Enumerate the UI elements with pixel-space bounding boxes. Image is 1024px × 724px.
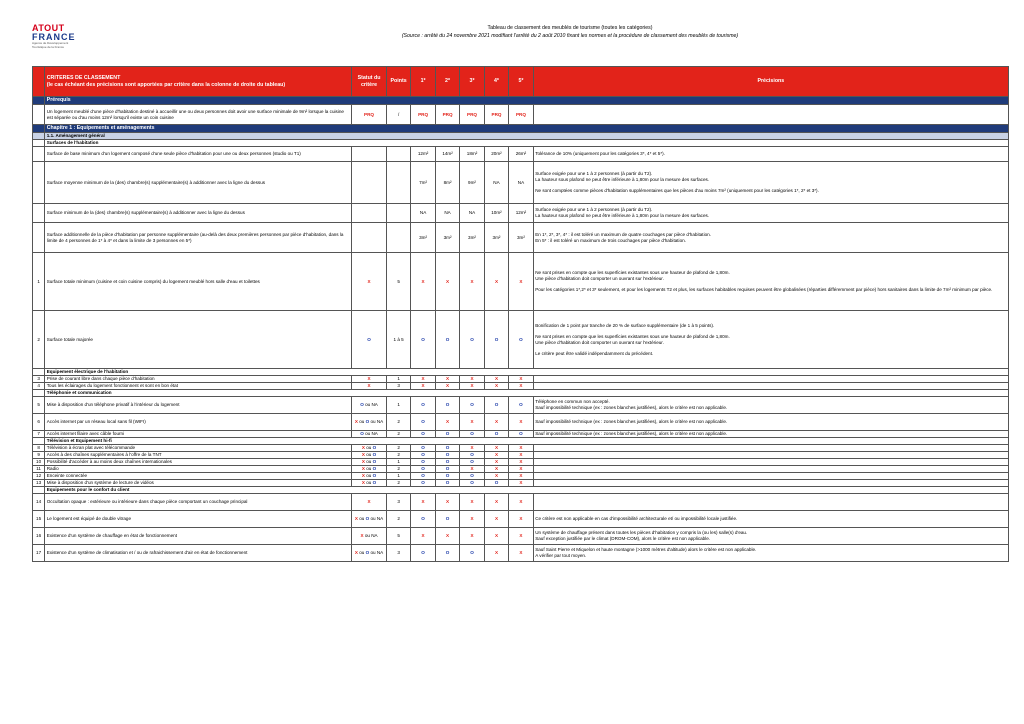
star-2-value: O <box>435 545 459 562</box>
criterion-status: O ou NA <box>352 397 387 414</box>
subsection-title: Téléphonie et communication <box>45 390 1009 397</box>
criterion-text: Tous les éclairages du logement fonctionnent et sont en bon état <box>45 383 352 390</box>
star-1-value: 3m² <box>411 223 435 253</box>
star-3-value: O <box>460 452 484 459</box>
criterion-points: 2 <box>386 511 410 528</box>
star-1-value: O <box>411 511 435 528</box>
criterion-precisions: Surface exigée pour une 1 à 2 personnes (à partir du T2). La hauteur sous plafond ne peut être inférieure à 1,80m pour la mesure des surfaces. Ne sont comptées comme pièces d'habitation supplémentaires que les pièces d'au moins 7m² (uniquement pour les catégories 1*, 2* et 3*). <box>533 162 1008 204</box>
star-3-value: PRQ <box>460 105 484 125</box>
row-num-cell <box>33 390 45 397</box>
star-2-value: X <box>435 494 459 511</box>
row-number: 3 <box>33 376 45 383</box>
criterion-text: Le logement est équipé de double vitrage <box>45 511 352 528</box>
subsection-title: 1.1. Aménagement général <box>45 133 1009 140</box>
criterion-points <box>386 204 410 223</box>
criterion-text: Surface moyenne minimum de la (des) chambre(s) supplémentaire(s) à additionner avec la ligne du dessus <box>45 162 352 204</box>
criterion-points: 1 <box>386 376 410 383</box>
criterion-points: 5 <box>386 253 410 311</box>
criterion-status <box>352 162 387 204</box>
criterion-precisions: Un système de chauffage présent dans toutes les pièces d'habitation y compris la (ou les) salle(s) d'eau. Sauf exception justifiée par le climat (DROM-COM), alors le critère est non applicable. <box>533 528 1008 545</box>
table-row <box>33 397 1009 414</box>
star-5-value: X <box>509 452 533 459</box>
criterion-text: Possibilité d'accéder à au moins deux chaînes internationales <box>45 459 352 466</box>
criterion-text: Accès internet par un réseau local sans fil (WIFI) <box>45 414 352 431</box>
row-num-cell <box>33 487 45 494</box>
header-precisions: Précisions <box>533 67 1008 97</box>
criterion-points: 2 <box>386 452 410 459</box>
star-4-value: NA <box>484 162 508 204</box>
subsection-header-row <box>33 487 1009 494</box>
document-subtitle: (Source : arrêté du 24 novembre 2021 modifiant l'arrêté du 2 août 2010 fixant les normes et la procédure de classement des meublés de tourisme) <box>401 33 739 39</box>
criterion-text: Mise à disposition d'un système de lecture de vidéos <box>45 480 352 487</box>
table-row <box>33 431 1009 438</box>
star-2-value: O <box>435 459 459 466</box>
star-2-value: O <box>435 445 459 452</box>
header-4-star: 4* <box>484 67 508 97</box>
star-4-value: X <box>484 459 508 466</box>
star-5-value: 12m² <box>509 204 533 223</box>
header-points: Points <box>386 67 410 97</box>
criterion-points: 1 à 5 <box>386 311 410 369</box>
star-2-value: O <box>435 431 459 438</box>
star-4-value: X <box>484 511 508 528</box>
criterion-status: X ou O <box>352 452 387 459</box>
subsection-title: Surfaces de l'habitation <box>45 140 1009 147</box>
subsection-header-row <box>33 133 1009 140</box>
row-number: 15 <box>33 511 45 528</box>
star-4-value: X <box>484 383 508 390</box>
criterion-status: X ou O ou NA <box>352 414 387 431</box>
header-num <box>33 67 45 97</box>
star-5-value: 3m² <box>509 223 533 253</box>
table-row <box>33 480 1009 487</box>
criterion-precisions: Téléphone en commun non accepté. Sauf impossibilité technique (ex : zones blanches justifiées), alors le critère est non applicable. <box>533 397 1008 414</box>
star-4-value: X <box>484 253 508 311</box>
row-number: 2 <box>33 311 45 369</box>
star-4-value: O <box>484 397 508 414</box>
star-2-value: O <box>435 480 459 487</box>
criterion-status: O ou NA <box>352 431 387 438</box>
star-2-value: X <box>435 253 459 311</box>
star-4-value: 10m² <box>484 204 508 223</box>
table-row <box>33 466 1009 473</box>
table-row <box>33 452 1009 459</box>
criterion-status: X ou NA <box>352 528 387 545</box>
criterion-points: 5 <box>386 528 410 545</box>
row-number <box>33 223 45 253</box>
row-num-cell <box>33 140 45 147</box>
criterion-text: Accès à des chaînes supplémentaires à l'offre de la TNT <box>45 452 352 459</box>
row-number <box>33 147 45 162</box>
star-3-value: O <box>460 431 484 438</box>
criterion-precisions: Ne sont prises en compte que les superficies existantes sous une hauteur de plafond de 1,80m. Une pièce d'habitation doit comporter un ouvrant sur l'extérieur. Pour les catégories 1*,2* et 3* seulement, et pour les logements T2 et plus, les surfaces habitables requises peuvent être globalisées (réparties différemment par pièce) hors sanitaires dans la limite de 7m² minimum par pièce. <box>533 253 1008 311</box>
star-3-value: X <box>460 253 484 311</box>
table-row <box>33 445 1009 452</box>
star-2-value: X <box>435 528 459 545</box>
row-number: 17 <box>33 545 45 562</box>
row-num-cell <box>33 97 45 105</box>
star-3-value: X <box>460 383 484 390</box>
star-5-value: X <box>509 459 533 466</box>
star-4-value: PRQ <box>484 105 508 125</box>
star-3-value: O <box>460 459 484 466</box>
criterion-points: 2 <box>386 431 410 438</box>
criterion-precisions: Tolérance de 10% (uniquement pour les catégories 3*, 4* et 5*). <box>533 147 1008 162</box>
star-1-value: O <box>411 452 435 459</box>
criterion-points: 3 <box>386 494 410 511</box>
star-1-value: O <box>411 397 435 414</box>
star-5-value: O <box>509 311 533 369</box>
row-num-cell <box>33 125 45 133</box>
criterion-status: O <box>352 311 387 369</box>
star-2-value: X <box>435 383 459 390</box>
criterion-precisions <box>533 383 1008 390</box>
section-header-row <box>33 97 1009 105</box>
star-3-value: X <box>460 445 484 452</box>
criterion-status: X <box>352 376 387 383</box>
star-1-value: X <box>411 494 435 511</box>
star-4-value: O <box>484 431 508 438</box>
header-3-star: 3* <box>460 67 484 97</box>
star-2-value: O <box>435 466 459 473</box>
star-4-value: X <box>484 545 508 562</box>
row-number <box>33 204 45 223</box>
star-1-value: O <box>411 473 435 480</box>
criterion-text: Surface de base minimum d'un logement composé d'une seule pièce d'habitation pour une ou deux personnes (studio ou T1) <box>45 147 352 162</box>
star-1-value: O <box>411 466 435 473</box>
criterion-precisions <box>533 445 1008 452</box>
criterion-points <box>386 162 410 204</box>
criterion-points <box>386 223 410 253</box>
star-1-value: 7m² <box>411 162 435 204</box>
criterion-status: PRQ <box>352 105 387 125</box>
criterion-text: Existence d'un système de climatisation et / ou de rafraichissement d'air en état de fonctionnement <box>45 545 352 562</box>
subsection-title: Equipements pour le confort du client <box>45 487 1009 494</box>
criterion-text: Surface minimum de la (des) chambre(s) supplémentaire(s) à additionner avec la ligne du dessus <box>45 204 352 223</box>
star-5-value: X <box>509 545 533 562</box>
row-number: 9 <box>33 452 45 459</box>
star-1-value: X <box>411 383 435 390</box>
star-5-value: O <box>509 431 533 438</box>
logo-line1: ATOUT <box>32 23 65 33</box>
row-number: 6 <box>33 414 45 431</box>
star-3-value: X <box>460 466 484 473</box>
star-1-value: PRQ <box>411 105 435 125</box>
star-2-value: X <box>435 414 459 431</box>
star-5-value: NA <box>509 162 533 204</box>
criterion-precisions: Surface exigée pour une 1 à 2 personnes (à partir du T2). La hauteur sous plafond ne peut être inférieure à 1,80m pour la mesure des surfaces. <box>533 204 1008 223</box>
criterion-precisions: Ce critère est non applicable en cas d'impossibilité architecturale et/ ou impossibilité locale justifiée. <box>533 511 1008 528</box>
table-row <box>33 376 1009 383</box>
star-5-value: X <box>509 466 533 473</box>
subsection-header-row <box>33 140 1009 147</box>
star-5-value: O <box>509 397 533 414</box>
criterion-text: Surface totale minimum (cuisine et coin cuisine compris) du logement meublé hors salle d'eau et toilettes <box>45 253 352 311</box>
star-1-value: O <box>411 459 435 466</box>
star-5-value: X <box>509 383 533 390</box>
criterion-points: 3 <box>386 383 410 390</box>
star-2-value: O <box>435 311 459 369</box>
star-5-value: X <box>509 480 533 487</box>
criterion-status <box>352 223 387 253</box>
table-row <box>33 147 1009 162</box>
star-4-value: X <box>484 494 508 511</box>
star-5-value: X <box>509 253 533 311</box>
row-number: 7 <box>33 431 45 438</box>
star-1-value: O <box>411 431 435 438</box>
criterion-points <box>386 147 410 162</box>
criterion-status: X ou O <box>352 473 387 480</box>
star-5-value: X <box>509 494 533 511</box>
row-number: 16 <box>33 528 45 545</box>
table-row <box>33 494 1009 511</box>
star-2-value: O <box>435 452 459 459</box>
star-1-value: O <box>411 545 435 562</box>
criterion-text: Occultation opaque : extérieure ou intérieure dans chaque pièce comportant un couchage principal <box>45 494 352 511</box>
criterion-precisions: Sauf impossibilité technique (ex : zones blanches justifiées), alors le critère est non applicable. <box>533 431 1008 438</box>
criterion-text: Radio <box>45 466 352 473</box>
star-2-value: PRQ <box>435 105 459 125</box>
star-3-value: X <box>460 511 484 528</box>
table-row <box>33 162 1009 204</box>
star-4-value: X <box>484 473 508 480</box>
criterion-points: 1 <box>386 459 410 466</box>
atout-france-logo <box>32 23 76 54</box>
criterion-precisions: Sauf impossibilité technique (ex : zones blanches justifiées), alors le critère est non applicable. <box>533 414 1008 431</box>
star-2-value: NA <box>435 204 459 223</box>
star-2-value: O <box>435 511 459 528</box>
criterion-text: Surface additionnelle de la pièce d'habitation par personne supplémentaire (au-delà des deux premières personnes par pièce d'habitation, dans la limite de 4 personnes de 1* à 4* et dans la limite de 3 personnes en 5*) <box>45 223 352 253</box>
star-4-value: O <box>484 311 508 369</box>
star-5-value: X <box>509 473 533 480</box>
row-number: 11 <box>33 466 45 473</box>
star-3-value: O <box>460 397 484 414</box>
table-row <box>33 414 1009 431</box>
criterion-precisions: Bonification de 1 point par tranche de 20 % de surface supplémentaire (de 1 à 5 points). Ne sont prises en compte que les superficies existantes sous une hauteur de plafond de 1,80m. Une pièce d'habitation doit comporter un ouvrant sur l'extérieur. Le critère peut être validé indépendamment du précédent. <box>533 311 1008 369</box>
table-row <box>33 223 1009 253</box>
star-3-value: 9m² <box>460 162 484 204</box>
table-header-row <box>33 67 1009 97</box>
criterion-points: 2 <box>386 480 410 487</box>
row-number: 8 <box>33 445 45 452</box>
criterion-precisions <box>533 452 1008 459</box>
star-3-value: 18m² <box>460 147 484 162</box>
star-2-value: O <box>435 473 459 480</box>
star-3-value: X <box>460 376 484 383</box>
table-row <box>33 311 1009 369</box>
criterion-precisions: En 1*, 2*, 3*, 4* : il est toléré un maximum de quatre couchages par pièce d'habitation. En 5* : il est toléré un maximum de trois couchages par pièce d'habitation. <box>533 223 1008 253</box>
row-num-cell <box>33 133 45 140</box>
header-1-star: 1* <box>411 67 435 97</box>
row-number: 4 <box>33 383 45 390</box>
star-3-value: X <box>460 528 484 545</box>
criterion-precisions <box>533 105 1008 125</box>
criterion-status: X ou O <box>352 466 387 473</box>
table-row <box>33 511 1009 528</box>
section-header-row <box>33 125 1009 133</box>
star-3-value: NA <box>460 204 484 223</box>
star-4-value: X <box>484 452 508 459</box>
table-row <box>33 473 1009 480</box>
row-number: 14 <box>33 494 45 511</box>
star-5-value: X <box>509 511 533 528</box>
criterion-status: X ou O <box>352 480 387 487</box>
star-2-value: 14m² <box>435 147 459 162</box>
table-row <box>33 459 1009 466</box>
star-3-value: O <box>460 480 484 487</box>
row-number: 12 <box>33 473 45 480</box>
row-number <box>33 105 45 125</box>
criterion-text: Enceinte connectée <box>45 473 352 480</box>
row-number: 10 <box>33 459 45 466</box>
table-row <box>33 105 1009 125</box>
subsection-header-row <box>33 369 1009 376</box>
section-title: Chapitre 1 : Equipements et aménagements <box>45 125 1009 133</box>
criterion-points: 2 <box>386 466 410 473</box>
criterion-text: Surface totale majorée <box>45 311 352 369</box>
header-2-star: 2* <box>435 67 459 97</box>
table-row <box>33 383 1009 390</box>
star-5-value: X <box>509 445 533 452</box>
star-1-value: O <box>411 311 435 369</box>
criterion-status: X ou O ou NA <box>352 545 387 562</box>
criterion-status: X ou O <box>352 459 387 466</box>
star-3-value: O <box>460 545 484 562</box>
star-1-value: 12m² <box>411 147 435 162</box>
star-1-value: O <box>411 414 435 431</box>
star-1-value: O <box>411 480 435 487</box>
subsection-header-row <box>33 390 1009 397</box>
header-critere: CRITERES DE CLASSEMENT (le cas échéant des précisions sont apportées par critère dans la colonne de droite du tableau) <box>45 67 352 97</box>
criterion-precisions: Sauf Saint Pierre et Miquelon et haute montagne (>1000 mètres d'altitude) alors le critère est non applicable. A vérifier par tout moyen. <box>533 545 1008 562</box>
criterion-text: Un logement meublé d'une pièce d'habitation destiné à accueillir une ou deux personnes doit avoir une surface minimale de 9m² lorsque la cuisine est séparée ou d'au moins 12m² lorsqu'il existe un coin cuisine <box>45 105 352 125</box>
star-5-value: X <box>509 414 533 431</box>
star-1-value: X <box>411 528 435 545</box>
star-2-value: X <box>435 376 459 383</box>
classification-table <box>32 66 1009 562</box>
star-4-value: X <box>484 445 508 452</box>
criterion-status: X ou O ou NA <box>352 511 387 528</box>
criterion-status: X <box>352 494 387 511</box>
criterion-precisions <box>533 473 1008 480</box>
criterion-points: / <box>386 105 410 125</box>
star-2-value: 3m² <box>435 223 459 253</box>
criterion-text: Télévision à écran plat avec télécommande <box>45 445 352 452</box>
row-num-cell <box>33 369 45 376</box>
criterion-points: 3 <box>386 545 410 562</box>
criterion-precisions <box>533 459 1008 466</box>
criterion-points: 2 <box>386 414 410 431</box>
row-number: 13 <box>33 480 45 487</box>
star-3-value: O <box>460 311 484 369</box>
star-4-value: 3m² <box>484 223 508 253</box>
criterion-status: X <box>352 383 387 390</box>
star-3-value: 3m² <box>460 223 484 253</box>
star-4-value: X <box>484 414 508 431</box>
subsection-title: Equipement électrique de l'habitation <box>45 369 1009 376</box>
table-row <box>33 545 1009 562</box>
logo-tagline: Agence de Développement Touristique de la France <box>32 41 69 49</box>
section-title: Prérequis <box>45 97 1009 105</box>
star-4-value: X <box>484 376 508 383</box>
row-number: 5 <box>33 397 45 414</box>
criterion-status <box>352 147 387 162</box>
subsection-header-row <box>33 438 1009 445</box>
criterion-points: 1 <box>386 473 410 480</box>
criterion-precisions <box>533 376 1008 383</box>
star-3-value: O <box>460 473 484 480</box>
criterion-precisions <box>533 494 1008 511</box>
criterion-text: Existence d'un système de chauffage en état de fonctionnement <box>45 528 352 545</box>
row-number: 1 <box>33 253 45 311</box>
logo-line2: FRANCE <box>32 32 76 42</box>
star-2-value: O <box>435 397 459 414</box>
star-3-value: X <box>460 494 484 511</box>
criterion-status: X ou O <box>352 445 387 452</box>
star-4-value: X <box>484 466 508 473</box>
document-title: Tableau de classement des meublés de tourisme (toutes les catégories) <box>487 25 653 31</box>
star-1-value: X <box>411 376 435 383</box>
star-4-value: 20m² <box>484 147 508 162</box>
table-row <box>33 204 1009 223</box>
star-1-value: NA <box>411 204 435 223</box>
row-num-cell <box>33 438 45 445</box>
table-row <box>33 253 1009 311</box>
criterion-points: 2 <box>386 445 410 452</box>
criterion-status <box>352 204 387 223</box>
criterion-precisions <box>533 480 1008 487</box>
star-3-value: X <box>460 414 484 431</box>
star-4-value: X <box>484 528 508 545</box>
star-4-value: O <box>484 480 508 487</box>
criterion-text: Mise à disposition d'un téléphone privatif à l'intérieur du logement <box>45 397 352 414</box>
row-number <box>33 162 45 204</box>
star-5-value: PRQ <box>509 105 533 125</box>
header-statut: Statut du critère <box>352 67 387 97</box>
subsection-title: Télévision et Equipement hi-fi <box>45 438 1009 445</box>
star-5-value: 26m² <box>509 147 533 162</box>
header-5-star: 5* <box>509 67 533 97</box>
criterion-text: Prise de courant libre dans chaque pièce d'habitation <box>45 376 352 383</box>
star-2-value: 8m² <box>435 162 459 204</box>
star-1-value: X <box>411 253 435 311</box>
criterion-precisions <box>533 466 1008 473</box>
star-5-value: X <box>509 376 533 383</box>
document-header <box>250 24 890 40</box>
star-5-value: X <box>509 528 533 545</box>
criterion-text: Accès internet filaire avec câble fourni <box>45 431 352 438</box>
criterion-points: 1 <box>386 397 410 414</box>
table-row <box>33 528 1009 545</box>
star-1-value: O <box>411 445 435 452</box>
criterion-status: X <box>352 253 387 311</box>
